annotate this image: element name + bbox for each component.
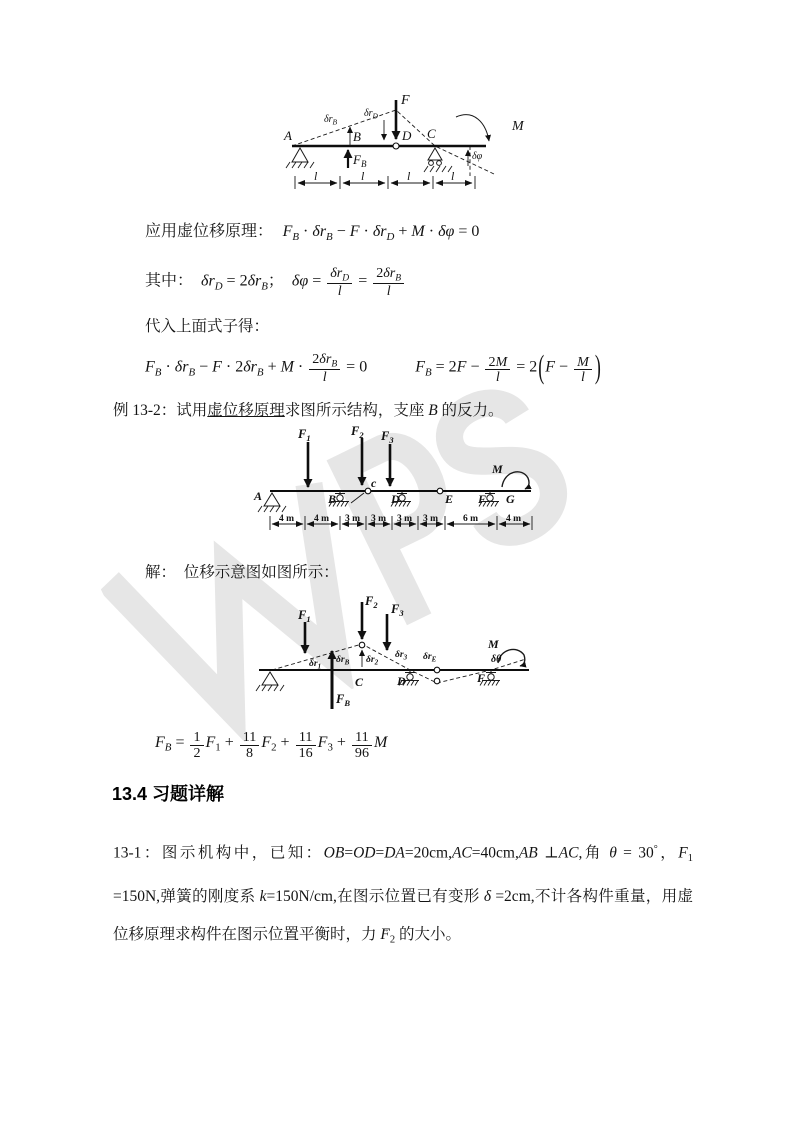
label-f2: $F_2$: [351, 426, 364, 440]
eq-fb-final-result: $F_B$ = $\frac{1}{2}$ $F_1$ + $\frac{11}{8}$ $F_2$ + $\frac{11}{16}$ $F_3$ + $\frac{11}{96}$ M: [155, 729, 388, 761]
dim-l1: l: [314, 169, 318, 183]
label-m: M: [492, 462, 503, 476]
hatch-c: [424, 166, 452, 172]
label-c: C: [427, 126, 436, 141]
label-f3: $F_3$: [391, 602, 404, 618]
label-f: F: [477, 671, 486, 685]
label-m: M: [488, 637, 499, 651]
label-c: c: [371, 476, 377, 490]
leader-line-c: [351, 493, 364, 503]
label-delta-rb: $\delta r_B$: [336, 655, 350, 667]
dim-4: 3 m: [371, 514, 387, 524]
label-d: D: [402, 128, 412, 143]
text-example-13-2: 例 13-2：试用虚位移原理求图所示结构，支座 B 的反力。: [113, 402, 504, 419]
eq-given-relations: 其中： $\delta r_D = 2\delta r_B$； δφ = $\frac{\delta r_D}{l}$ = $\frac{2\delta r_B}{l}$: [145, 266, 406, 299]
label-d: D: [397, 674, 406, 688]
label-delta-r2: $\delta r_2$: [366, 655, 379, 667]
figure-beam-virtual-displacement: [276, 90, 534, 196]
dim-5: 3 m: [397, 514, 413, 524]
text-substitute-intro: 代入上面式子得：: [145, 318, 270, 335]
label-f: F: [401, 93, 410, 108]
label-delta-re: $\delta r_E$: [423, 652, 437, 664]
label-f: F: [478, 492, 487, 506]
roller-wheel: [429, 161, 434, 166]
hinge-d: [393, 143, 399, 149]
hinge-c-displaced: [359, 642, 365, 648]
label-f1: $F_1$: [298, 608, 311, 624]
label-d: D: [391, 492, 400, 506]
dimension-ticks: [295, 176, 475, 189]
section-heading: 13.4 习题详解: [112, 784, 225, 804]
label-c: C: [355, 675, 364, 689]
moment-m-arrow: [498, 649, 525, 666]
label-delta-theta: δθ: [491, 654, 502, 665]
hatch-a: [286, 162, 314, 168]
dim-1: 4 m: [279, 514, 295, 524]
pin-support-a: [262, 672, 278, 685]
dim-8: 4 m: [506, 514, 522, 524]
hinge-e: [437, 488, 443, 494]
label-a: A: [254, 489, 263, 503]
roller-support-c: [428, 148, 442, 160]
figure-structure-13-2: [250, 426, 558, 540]
label-b: B: [328, 492, 337, 506]
displacement-dashed-line: [292, 110, 494, 174]
hinge-c: [365, 488, 371, 494]
pin-support-a: [264, 493, 280, 506]
hatch-a: [258, 506, 286, 512]
dim-2: 4 m: [314, 514, 330, 524]
dim-l2: l: [361, 169, 365, 183]
eq-virtual-work-principle: 应用虚位移原理： $F_B \cdot \delta r_B - F \cdot \delta r_D + M \cdot \delta\varphi = 0$: [145, 223, 480, 243]
label-delta-r3: $\delta r_3$: [395, 650, 408, 662]
label-delta-rd: $\delta r_D$: [364, 108, 378, 121]
dim-7: 6 m: [463, 514, 479, 524]
dim-l4: l: [451, 169, 455, 183]
eq-substituted-result: $F_B \cdot \delta r_B - F \cdot 2\delta r_B + M$ · $\frac{2\delta r_B}{l}$ = 0 $F_B = 2F$ − $\frac{2M}{l}$ = 2(F − $\frac{M}{l}$ ): [145, 348, 601, 386]
problem-13-1-paragraph: 13-1：图示机构中，已知：OB=OD=DA=20cm,AC=40cm,AB ⊥AC,角 θ = 30°，$F_1 =150N$,弹簧的刚度系 k=150N/cm,在图示位置已有变形 δ =2cm,不计各构件重量，用虚位移原理求构件在图示位置平衡时，力 → $F_2$ 的大小。: [113, 831, 693, 960]
label-delta-r1: $\delta r_1$: [309, 659, 322, 671]
label-m: M: [512, 119, 524, 134]
label-f3: $F_3$: [381, 429, 394, 445]
label-a: A: [284, 128, 292, 143]
text-solution-intro: 解： 位移示意图如图所示：: [145, 564, 339, 581]
label-fb: $F_B$: [336, 692, 351, 708]
roller-wheel: [437, 161, 442, 166]
label-delta-phi: δφ: [472, 151, 483, 162]
label-g: G: [506, 492, 515, 506]
dim-3: 3 m: [345, 514, 361, 524]
hinge-e: [434, 667, 440, 673]
moment-m-arrow: [502, 472, 529, 489]
dim-l3: l: [407, 169, 411, 183]
label-delta-rb: $\delta r_B$: [324, 114, 338, 127]
label-fb: $F_B$: [353, 152, 367, 169]
label-e: E: [445, 492, 454, 506]
label-b: B: [353, 129, 361, 144]
pin-support-a: [292, 148, 308, 162]
hinge-e-displaced: [434, 678, 440, 684]
figure-displacement-sketch: [245, 595, 537, 717]
hatch-a: [256, 685, 284, 691]
label-f1: $F_1$: [298, 427, 311, 443]
dim-6: 3 m: [423, 514, 439, 524]
moment-m-arrow: [456, 115, 489, 141]
label-f2: $F_2$: [365, 595, 378, 610]
